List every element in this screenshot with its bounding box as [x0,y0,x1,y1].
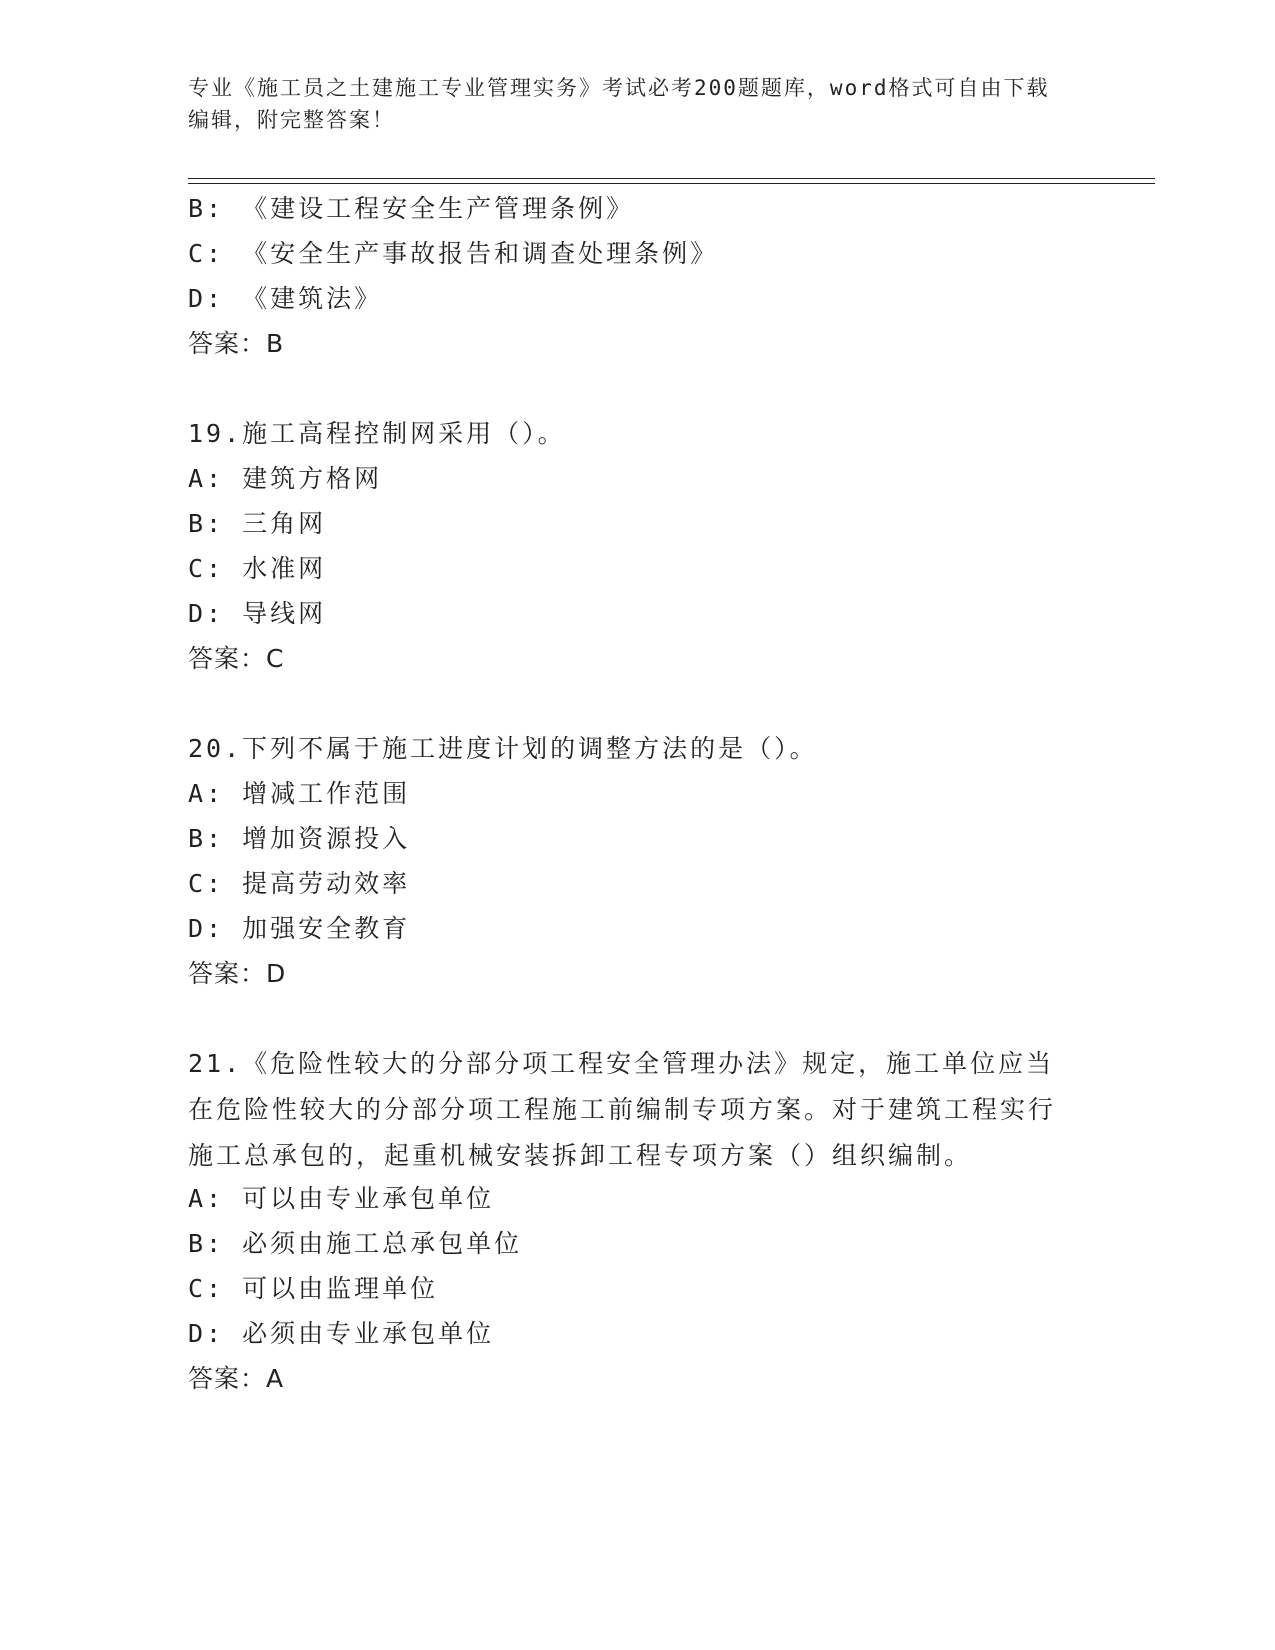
q21-option-a: A: 可以由专业承包单位 [188,1184,495,1213]
q21-option-d: D: 必须由专业承包单位 [188,1319,495,1348]
document-header: 专业《施工员之土建施工专业管理实务》考试必考200题题库，word格式可自由下载编辑，附完整答案！ [188,76,1050,132]
q19-option-c: C: 水准网 [188,554,327,583]
q18-answer: 答案：B [188,329,285,358]
q20-answer: 答案：D [188,959,287,988]
q21-option-b: B: 必须由施工总承包单位 [188,1229,523,1258]
header-divider-top [188,178,1155,179]
q19-option-d: D: 导线网 [188,599,327,628]
q18-option-d: D: 《建筑法》 [188,284,383,313]
q20-question: 20.下列不属于施工进度计划的调整方法的是（）。 [188,734,818,763]
q19-answer: 答案：C [188,644,285,673]
q21-answer: 答案：A [188,1364,285,1393]
q19-question: 19.施工高程控制网采用（）。 [188,419,566,448]
q18-option-c: C: 《安全生产事故报告和调查处理条例》 [188,239,719,268]
q20-option-d: D: 加强安全教育 [188,914,411,943]
q21-question: 21.《危险性较大的分部分项工程安全管理办法》规定，施工单位应当在危险性较大的分部分项工程施工前编制专项方案。对于建筑工程实行施工总承包的，起重机械安装拆卸工程专项方案（）组织编制。 [188,1049,1057,1170]
q18-option-b: B: 《建设工程安全生产管理条例》 [188,194,635,223]
q19-option-a: A: 建筑方格网 [188,464,383,493]
header-divider-bottom [188,183,1155,184]
q20-option-b: B: 增加资源投入 [188,824,411,853]
q20-option-a: A: 增减工作范围 [188,779,411,808]
q19-option-b: B: 三角网 [188,509,327,538]
q21-option-c: C: 可以由监理单位 [188,1274,439,1303]
q20-option-c: C: 提高劳动效率 [188,869,411,898]
